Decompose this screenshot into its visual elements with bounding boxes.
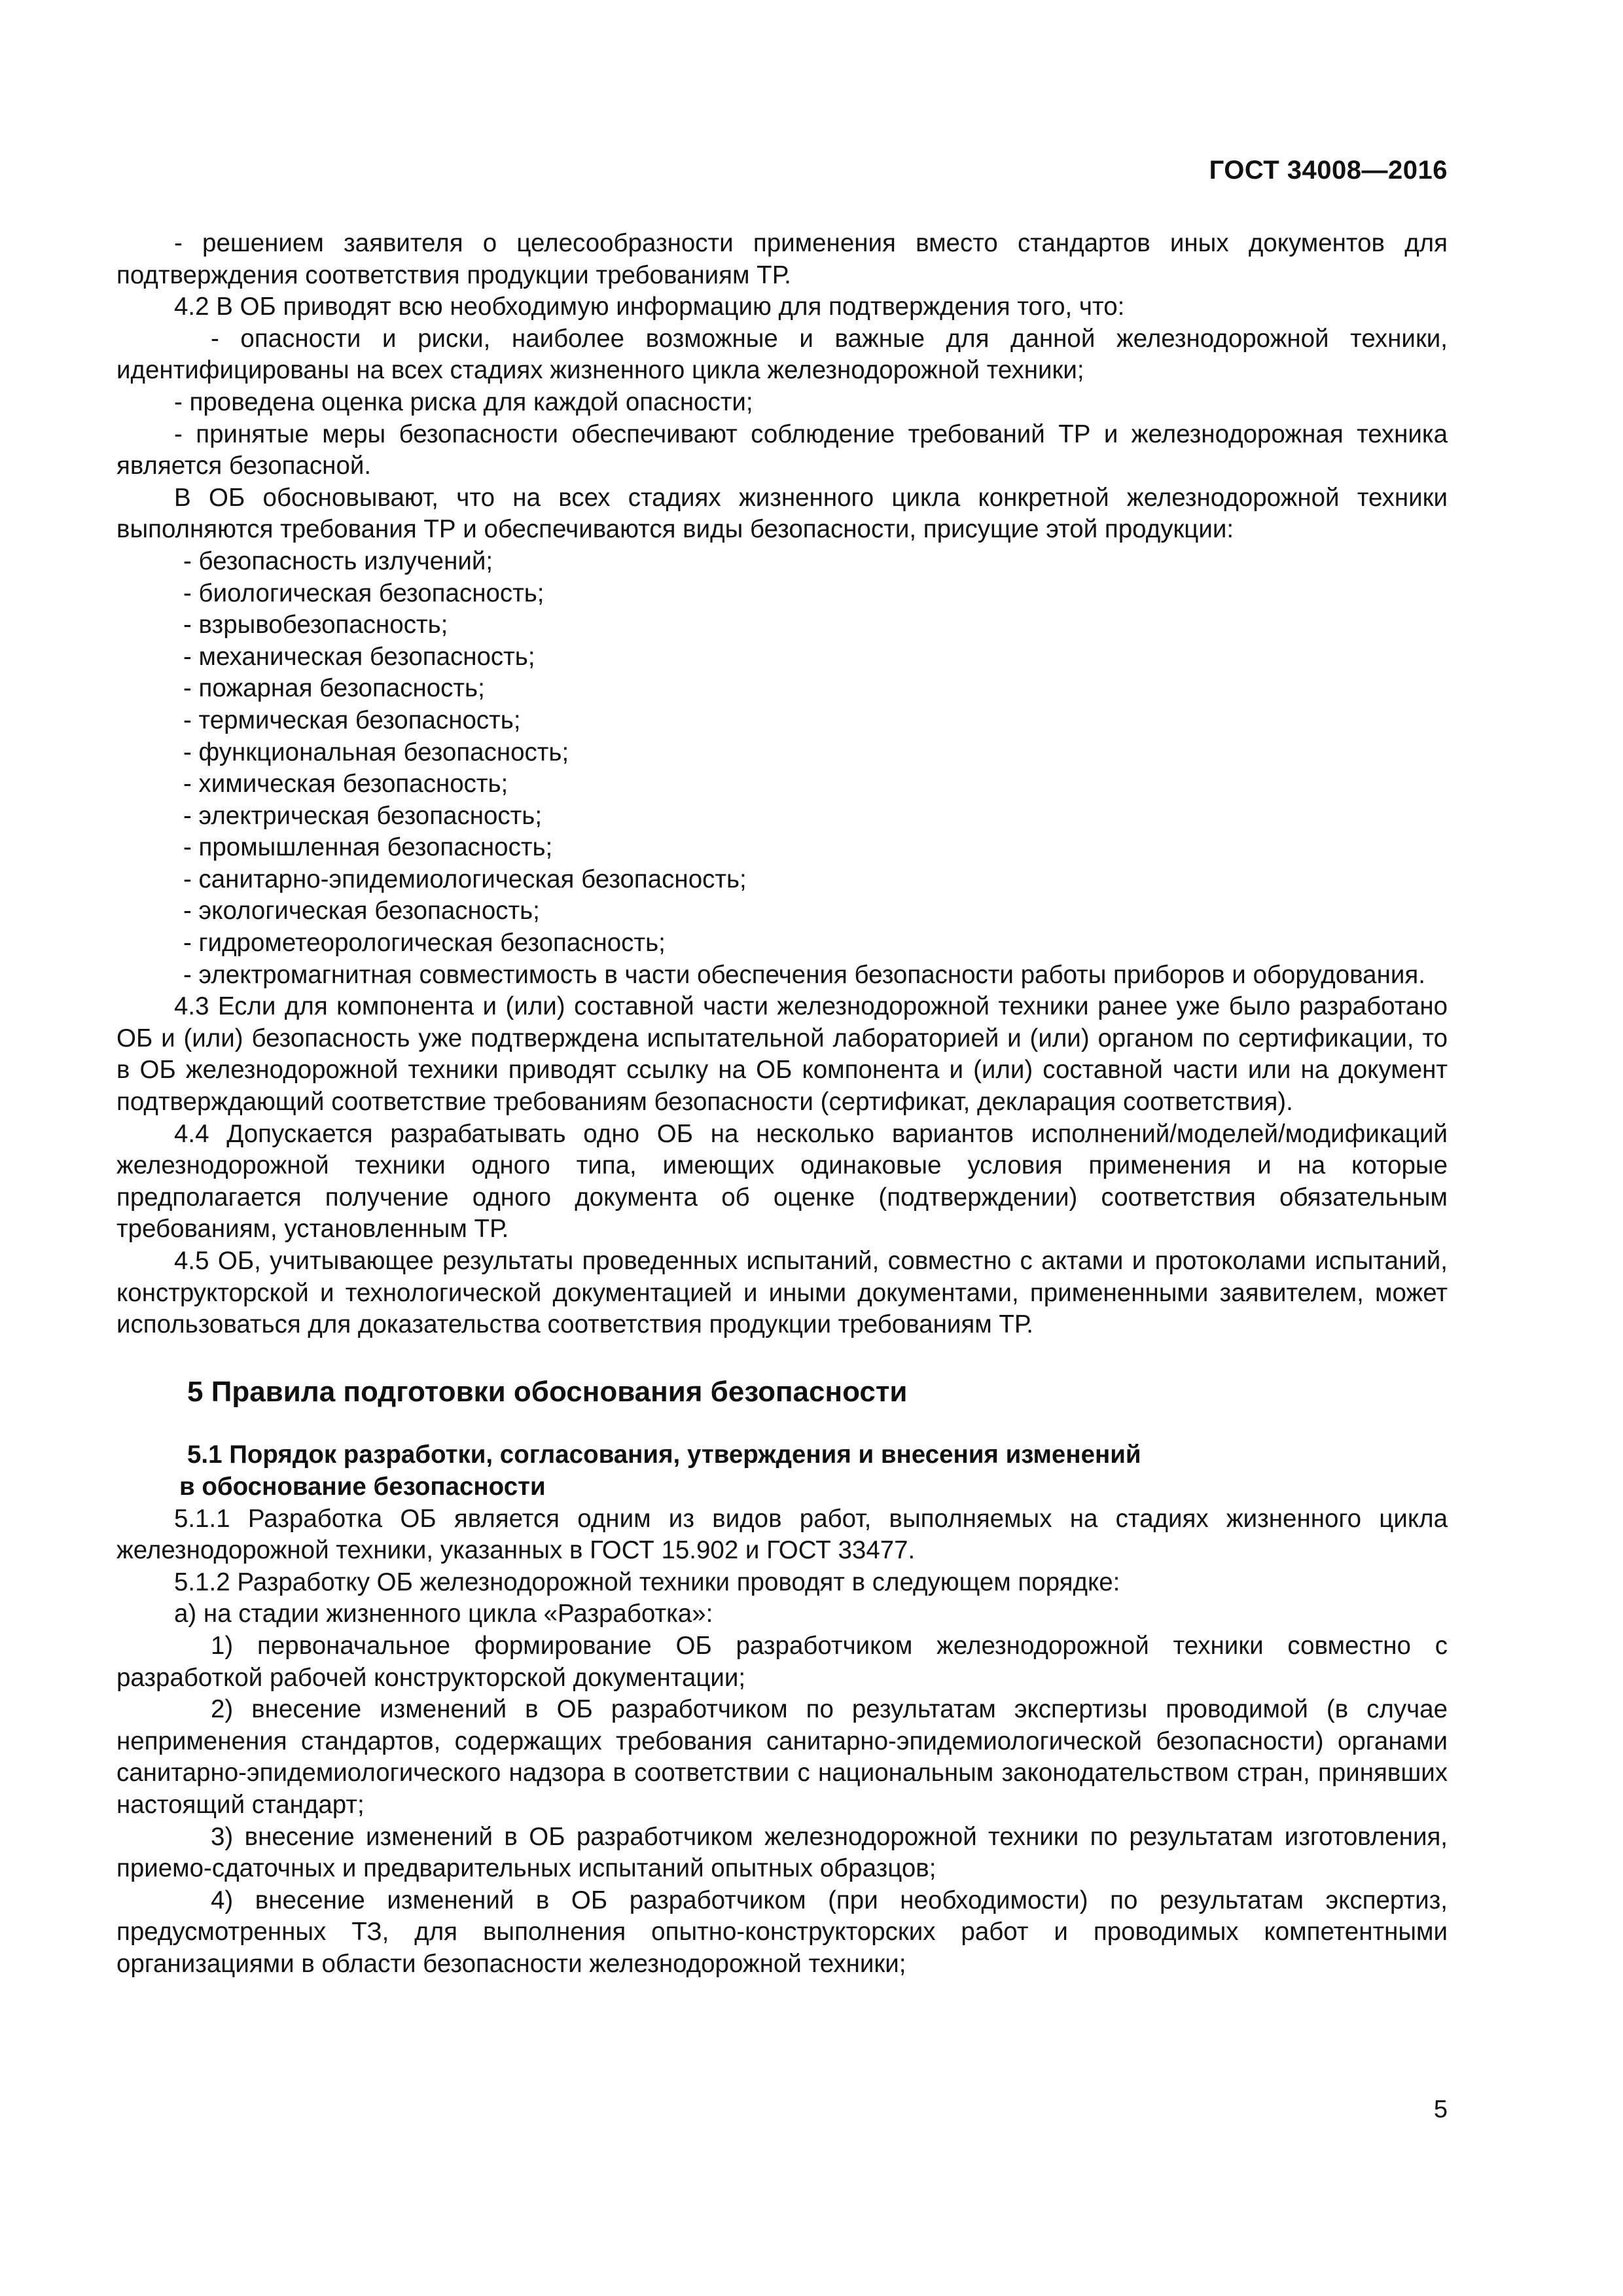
list-item: - безопасность излучений;: [183, 547, 493, 575]
paragraph: 3) внесение изменений в ОБ разработчиком железнодорожной техники по результатам изготовления, приемо-сдаточных и предварительных испытаний опытных образцов;: [116, 1822, 1448, 1883]
paragraph: 1) первоначальное формирование ОБ разработчиком железнодорожной техники совместно с разработкой рабочей конструкторской документации;: [116, 1631, 1448, 1692]
paragraph: - опасности и риски, наиболее возможные и важные для данной железнодорожной техники, идентифицированы на всех стадиях жизненного цикла железнодорожной техники;: [116, 324, 1448, 385]
paragraph: - принятые меры безопасности обеспечивают соблюдение требований ТР и железнодорожная техника является безопасной.: [116, 420, 1448, 480]
paragraph: - проведена оценка риска для каждой опасности;: [174, 387, 753, 416]
paragraph: В ОБ обосновывают, что на всех стадиях жизненного цикла конкретной железнодорожной техники выполняются требования ТР и обеспечиваются виды безопасности, присущие этой продукции:: [116, 483, 1448, 544]
subsection-heading-continued: в обоснование безопасности: [179, 1472, 546, 1501]
document-body: [116, 228, 1448, 1980]
paragraph-4-5: 4.5 ОБ, учитывающее результаты проведенных испытаний, совместно с актами и протоколами испытаний, конструкторской и технологической документацией и иными документами, примененными заявителем, может использоваться для доказательства соответствия продукции требованиям ТР.: [116, 1247, 1448, 1339]
list-item: - биологическая безопасность;: [183, 579, 544, 607]
list-item: - механическая безопасность;: [183, 642, 535, 671]
paragraph-4-2: 4.2 В ОБ приводят всю необходимую информацию для подтверждения того, что:: [174, 293, 1125, 321]
paragraph: - решением заявителя о целесообразности применения вместо стандартов иных документов для подтверждения соответствия продукции требованиям ТР.: [116, 229, 1448, 289]
page-number: 5: [1433, 2096, 1448, 2123]
list-item: - функциональная безопасность;: [183, 738, 569, 766]
list-item: - промышленная безопасность;: [183, 833, 553, 862]
list-item: - санитарно-эпидемиологическая безопасность;: [183, 865, 747, 893]
list-item: - взрывобезопасность;: [183, 611, 448, 639]
list-item: - термическая безопасность;: [183, 706, 521, 734]
paragraph: 2) внесение изменений в ОБ разработчиком по результатам экспертизы проводимой (в случае неприменения стандартов, содержащих требования санитарно-эпидемиологической безопасности) органами санитарно-эпидемиологического надзора в соответствии с национальным законодательством стран, принявших настоящий стандарт;: [116, 1695, 1448, 1819]
list-item: - гидрометеорологическая безопасность;: [183, 929, 666, 958]
document-code-header: ГОСТ 34008—2016: [1209, 156, 1448, 185]
paragraph-4-4: 4.4 Допускается разрабатывать одно ОБ на несколько вариантов исполнений/моделей/модификаций железнодорожной техники одного типа, имеющих одинаковые условия применения и на которые предполагается получение одного документа об оценке (подтверждении) соответствия обязательным требованиям, установленным ТР.: [116, 1119, 1448, 1244]
paragraph-5-1-2: 5.1.2 Разработку ОБ железнодорожной техники проводят в следующем порядке:: [174, 1568, 1120, 1596]
paragraph: 4) внесение изменений в ОБ разработчиком (при необходимости) по результатам экспертиз, предусмотренных ТЗ, для выполнения опытно-конструкторских работ и проводимых компетентными организациями в области безопасности железнодорожной техники;: [116, 1886, 1448, 1978]
list-item: - электрическая безопасность;: [183, 801, 543, 830]
paragraph-5-1-1: 5.1.1 Разработка ОБ является одним из видов работ, выполняемых на стадиях жизненного цикла железнодорожной техники, указанных в ГОСТ 15.902 и ГОСТ 33477.: [116, 1504, 1448, 1565]
list-item: - электромагнитная совместимость в части обеспечения безопасности работы приборов и оборудования.: [183, 960, 1425, 989]
list-item: - пожарная безопасность;: [183, 674, 485, 703]
paragraph-4-3: 4.3 Если для компонента и (или) составной части железнодорожной техники ранее уже было разработано ОБ и (или) безопасность уже подтверждена испытательной лабораторией и (или) органом по сертификации, то в ОБ железнодорожной техники приводят ссылку на ОБ компонента и (или) составной части или на документ подтверждающий соответствие требованиям безопасности (сертификат, декларация соответствия).: [116, 992, 1448, 1117]
subsection-heading: 5.1 Порядок разработки, согласования, утверждения и внесения изменений: [187, 1441, 1141, 1469]
list-item: - химическая безопасность;: [183, 770, 508, 798]
list-item: - экологическая безопасность;: [183, 897, 540, 925]
paragraph: а) на стадии жизненного цикла «Разработка»:: [174, 1600, 713, 1628]
section-heading: 5 Правила подготовки обоснования безопасности: [187, 1375, 908, 1408]
